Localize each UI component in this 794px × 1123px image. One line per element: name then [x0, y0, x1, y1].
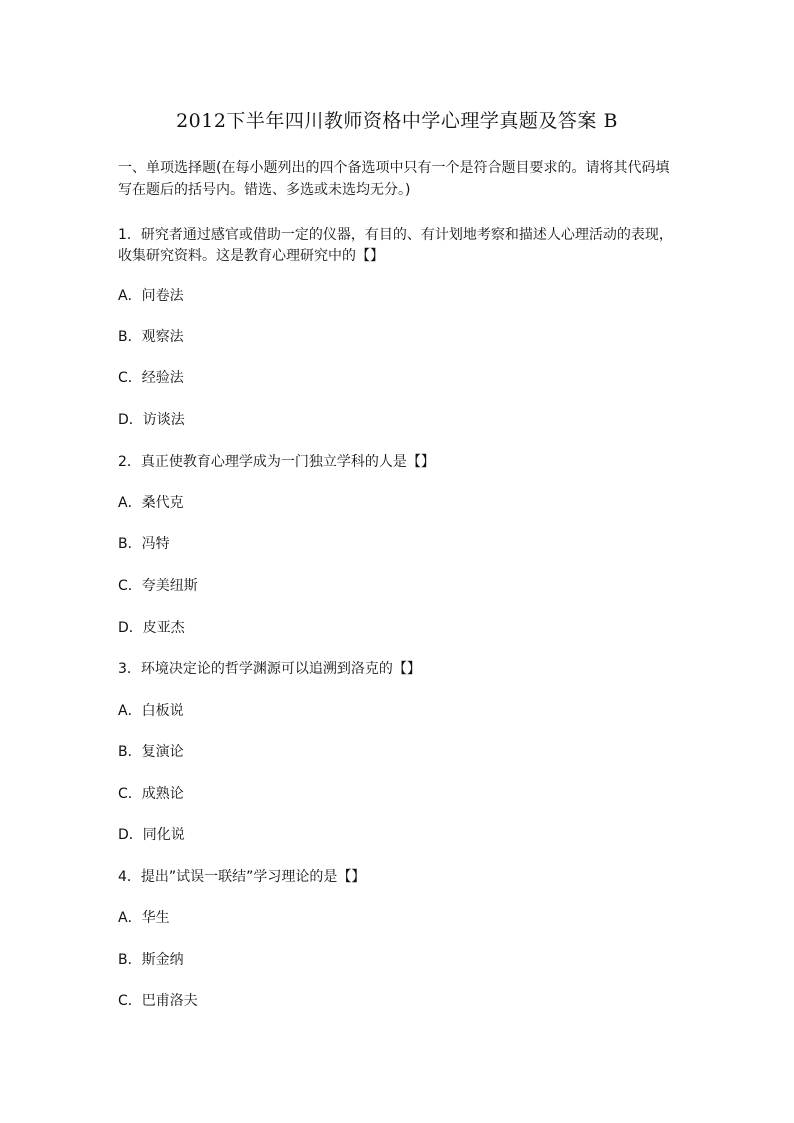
question-1-stem-line-2: 收集研究资料。这是教育心理研究中的【】 [118, 248, 384, 264]
question-2-option-d: D．皮亚杰 [118, 620, 185, 636]
question-1-stem-line-1: 1．研究者通过感官或借助一定的仪器，有目的、有计划地考察和描述人心理活动的表现， [118, 227, 673, 243]
question-1-option-c: C．经验法 [118, 370, 184, 386]
question-1-option-d: D．访谈法 [118, 412, 185, 428]
section-intro-line-2: 写在题后的括号内。错选、多选或未选均无分。) [118, 182, 411, 198]
question-4-option-a: A．华生 [118, 910, 170, 926]
question-4-option-b: B．斯金纳 [118, 952, 184, 968]
question-2-option-b: B．冯特 [118, 536, 170, 552]
document-title: 2012下半年四川教师资格中学心理学真题及答案 B [176, 110, 618, 132]
question-3-option-c: C．成熟论 [118, 786, 184, 802]
question-3-option-a: A．白板说 [118, 703, 184, 719]
question-1-option-a: A．问卷法 [118, 288, 184, 304]
question-2-option-c: C．夸美纽斯 [118, 578, 198, 594]
question-4-option-c: C．巴甫洛夫 [118, 993, 198, 1009]
question-3-stem: 3．环境决定论的哲学渊源可以追溯到洛克的【】 [118, 661, 421, 677]
question-2-stem: 2．真正使教育心理学成为一门独立学科的人是【】 [118, 454, 435, 470]
question-3-option-b: B．复演论 [118, 744, 184, 760]
question-1-option-b: B．观察法 [118, 329, 184, 345]
question-2-option-a: A．桑代克 [118, 495, 184, 511]
question-3-option-d: D．同化说 [118, 827, 185, 843]
question-4-stem: 4．提出”试误一联结”学习理论的是【】 [118, 869, 366, 885]
section-intro-line-1: 一、单项选择题(在每小题列出的四个备选项中只有一个是符合题目要求的。请将其代码填 [118, 160, 670, 176]
